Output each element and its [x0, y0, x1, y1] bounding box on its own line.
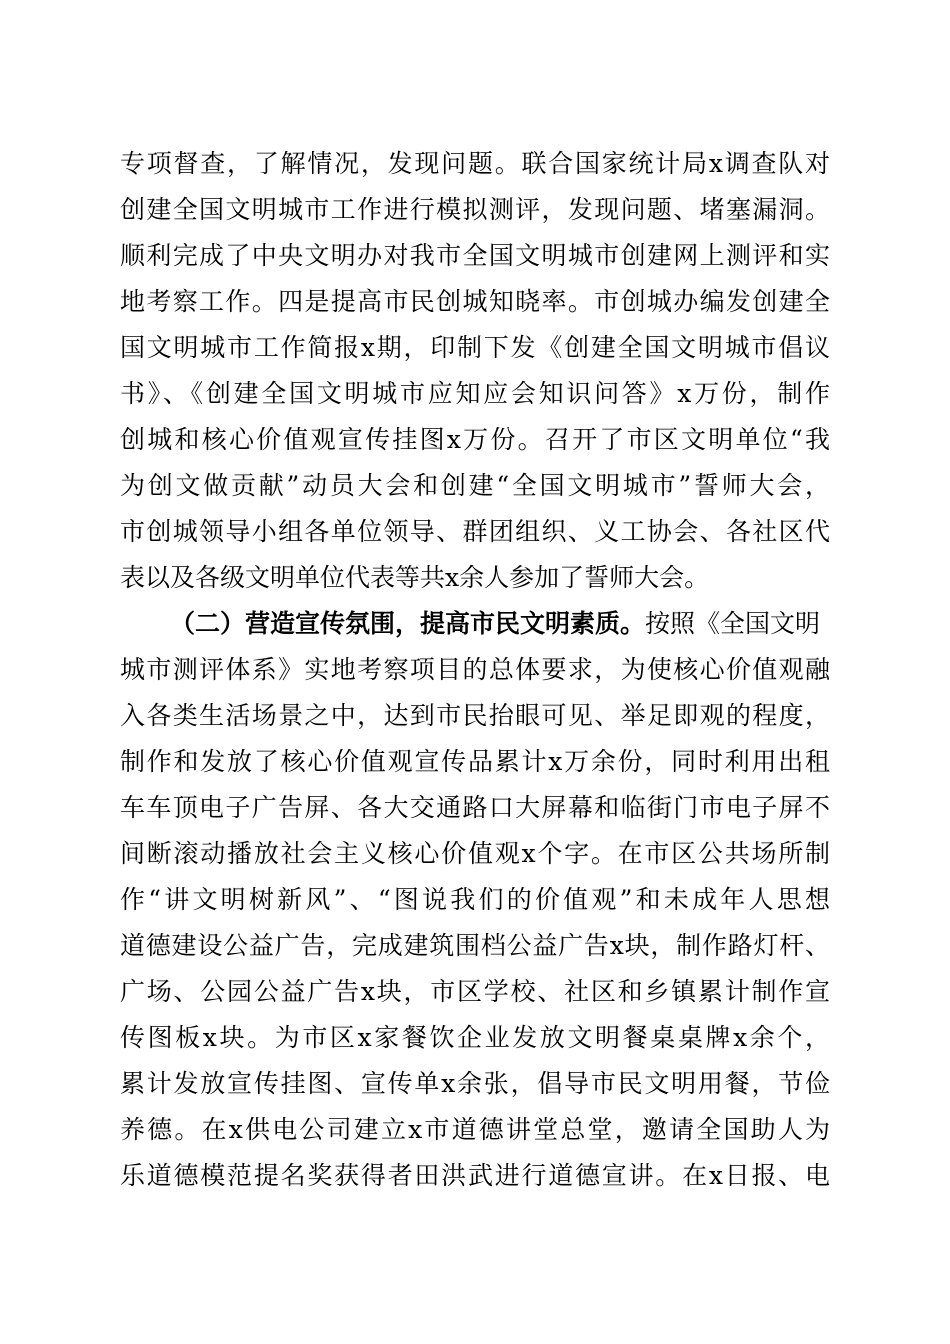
body-text-line: 地考察工作。四是提高市民创城知晓率。市创城办编发创建全: [120, 287, 830, 316]
body-text-line: 书》、《创建全国文明城市应知应会知识问答》x万份，制作: [120, 379, 830, 408]
body-text-line: 入各类生活场景之中，达到市民抬眼可见、举足即观的程度，: [120, 701, 830, 730]
body-text-line: 制作和发放了核心价值观宣传品累计x万余份，同时利用出租: [120, 747, 830, 776]
body-text-line: 创城和核心价值观宣传挂图x万份。召开了市区文明单位“我: [120, 425, 830, 454]
body-text-line: 市创城领导小组各单位领导、群团组织、义工协会、各社区代: [120, 517, 830, 546]
body-text-line: 乐道德模范提名奖获得者田洪武进行道德宣讲。在x日报、电: [120, 1161, 830, 1190]
body-text-line: 间断滚动播放社会主义核心价值观x个字。在市区公共场所制: [120, 839, 830, 868]
body-text-line: 养德。在x供电公司建立x市道德讲堂总堂，邀请全国助人为: [120, 1115, 830, 1144]
section-heading: （二）营造宣传氛围，提高市民文明素质。: [170, 609, 646, 638]
body-text-line: 传图板x块。为市区x家餐饮企业发放文明餐桌桌牌x余个，: [120, 1023, 830, 1052]
body-text-line: 道德建设公益广告，完成建筑围档公益广告x块，制作路灯杆、: [120, 931, 830, 960]
body-text-line: 累计发放宣传挂图、宣传单x余张，倡导市民文明用餐，节俭: [120, 1069, 830, 1098]
body-text-line: 车车顶电子广告屏、各大交通路口大屏幕和临街门市电子屏不: [120, 793, 830, 822]
body-text-line: 顺利完成了中央文明办对我市全国文明城市创建网上测评和实: [120, 241, 830, 270]
body-text-line: 国文明城市工作简报x期，印制下发《创建全国文明城市倡议: [120, 333, 830, 362]
body-text-line: 为创文做贡献”动员大会和创建“全国文明城市”誓师大会，: [120, 471, 830, 500]
body-text-line: 作“讲文明树新风”、“图说我们的价值观”和未成年人思想: [120, 885, 830, 914]
body-text-line: 创建全国文明城市工作进行模拟测评，发现问题、堵塞漏洞。: [120, 195, 830, 224]
body-text-line: 专项督查，了解情况，发现问题。联合国家统计局x调查队对: [120, 149, 830, 178]
body-text-line-last: 表以及各级文明单位代表等共x余人参加了誓师大会。: [120, 563, 710, 592]
body-text-line: 城市测评体系》实地考察项目的总体要求，为使核心价值观融: [120, 655, 830, 684]
section-intro-text: 按照《全国文明: [645, 609, 821, 638]
body-text-line: 广场、公园公益广告x块，市区学校、社区和乡镇累计制作宣: [120, 977, 830, 1006]
section-heading-line: [170, 607, 830, 641]
